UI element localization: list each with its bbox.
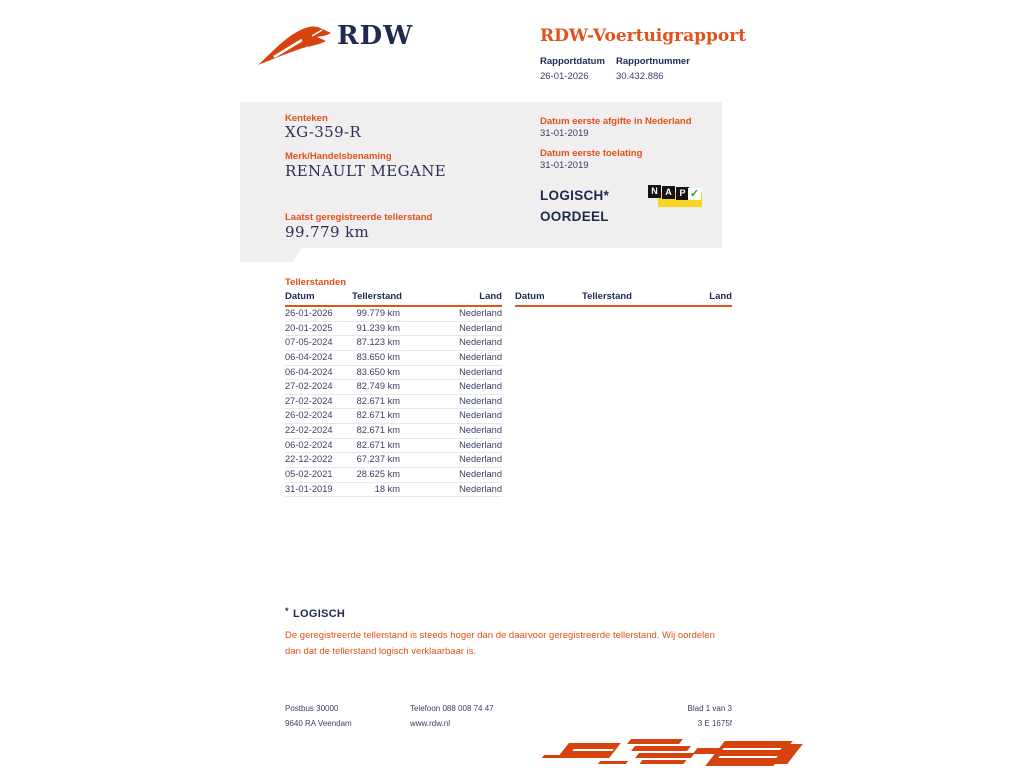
cell-land: Nederland xyxy=(459,366,502,377)
rdw-logo-wordmark: RDW xyxy=(337,21,414,51)
cell-tellerstand: 91.239 km xyxy=(356,322,400,333)
oordeel-line1: LOGISCH* xyxy=(540,188,610,203)
cell-land: Nederland xyxy=(459,381,502,392)
nap-letter-n: N xyxy=(648,185,661,198)
rapportnummer-value: 30.432.886 xyxy=(616,71,664,82)
odometer-table-2 xyxy=(515,291,732,307)
table-row xyxy=(285,409,502,424)
cell-tellerstand: 99.779 km xyxy=(356,308,400,318)
footnote-marker: * xyxy=(285,606,289,616)
rapportdatum-label: Rapportdatum xyxy=(540,56,605,67)
cell-datum: 20-01-2025 xyxy=(285,322,333,333)
cell-tellerstand: 83.650 km xyxy=(356,366,400,377)
footer-address-line2: 9640 RA Veendam xyxy=(285,719,352,728)
cell-land: Nederland xyxy=(459,337,502,348)
nap-logo xyxy=(648,184,702,207)
cell-land: Nederland xyxy=(459,469,502,480)
cell-land: Nederland xyxy=(459,395,502,406)
footnote-text: De geregistreerde tellerstand is steeds hoger dan de daarvoor geregistreerde tellerstand. Wij oordelen dan dat de tellerstand logisch verklaarbaar is. xyxy=(285,630,715,657)
cell-land: Nederland xyxy=(459,439,502,450)
cell-tellerstand: 82.671 km xyxy=(356,410,400,421)
tellerstanden-heading: Tellerstanden xyxy=(285,277,347,288)
report-meta xyxy=(540,56,690,82)
odometer-table-header xyxy=(285,291,502,307)
footer-website: www.rdw.nl xyxy=(410,719,451,728)
footer-graphic xyxy=(543,736,795,768)
footer-form-code: 3 E 1675f xyxy=(697,719,732,728)
table-row xyxy=(285,395,502,410)
vehicle-info-panel xyxy=(240,102,722,248)
logisch-footnote xyxy=(285,604,735,659)
cell-tellerstand: 28.625 km xyxy=(356,469,400,480)
toelating-label: Datum eerste toelating xyxy=(540,148,643,159)
kenteken-label: Kenteken xyxy=(285,113,328,124)
rdw-wing-logo xyxy=(256,20,334,68)
table-row xyxy=(285,468,502,483)
cell-tellerstand: 87.123 km xyxy=(356,337,400,348)
tellerstand-label: Laatst geregistreerde tellerstand xyxy=(285,212,433,223)
tellerstand-value: 99.779 km xyxy=(285,223,370,241)
footer-phone: Telefoon 088 008 74 47 xyxy=(410,704,494,713)
column-datum: Datum xyxy=(515,291,545,302)
oordeel-text xyxy=(540,185,609,227)
footer-contact xyxy=(410,701,494,731)
footer-address-line1: Postbus 30000 xyxy=(285,704,339,713)
afgifte-label: Datum eerste afgifte in Nederland xyxy=(540,116,692,127)
footnote-heading xyxy=(285,604,735,622)
rapportnummer-label: Rapportnummer xyxy=(616,56,690,67)
cell-tellerstand: 83.650 km xyxy=(356,351,400,362)
table-row xyxy=(285,322,502,337)
cell-datum: 22-12-2022 xyxy=(285,454,333,465)
nap-letter-p: P xyxy=(676,187,689,200)
toelating-value: 31-01-2019 xyxy=(540,160,589,171)
merk-label: Merk/Handelsbenaming xyxy=(285,151,392,162)
rapportdatum-value: 26-01-2026 xyxy=(540,71,589,82)
cell-datum: 06-04-2024 xyxy=(285,351,333,362)
cell-tellerstand: 82.749 km xyxy=(356,381,400,392)
nap-letter-a: A xyxy=(662,186,675,199)
column-land: Land xyxy=(479,291,502,302)
footer-page-number: Blad 1 van 3 xyxy=(687,704,732,713)
cell-land: Nederland xyxy=(459,454,502,465)
cell-datum: 26-02-2024 xyxy=(285,410,333,421)
odometer-table xyxy=(285,291,502,497)
cell-land: Nederland xyxy=(459,351,502,362)
column-tellerstand: Tellerstand xyxy=(352,291,402,302)
panel-corner-tab xyxy=(240,248,302,262)
cell-datum: 22-02-2024 xyxy=(285,425,333,436)
report-title: RDW-Voertuigrapport xyxy=(540,26,747,46)
afgifte-value: 31-01-2019 xyxy=(540,128,589,139)
footer-address xyxy=(285,701,352,731)
cell-land: Nederland xyxy=(459,425,502,436)
cell-datum: 05-02-2021 xyxy=(285,469,333,480)
column-datum: Datum xyxy=(285,291,315,302)
cell-datum: 31-01-2019 xyxy=(285,483,333,494)
table-row xyxy=(285,424,502,439)
column-land: Land xyxy=(709,291,732,302)
column-tellerstand: Tellerstand xyxy=(582,291,632,302)
cell-tellerstand: 67.237 km xyxy=(356,454,400,465)
cell-datum: 07-05-2024 xyxy=(285,337,333,348)
table-row xyxy=(285,351,502,366)
table-row xyxy=(285,483,502,498)
cell-datum: 27-02-2024 xyxy=(285,381,333,392)
table-row xyxy=(285,380,502,395)
footnote-title: LOGISCH xyxy=(292,608,346,620)
cell-datum: 26-01-2026 xyxy=(285,308,333,318)
cell-datum: 06-02-2024 xyxy=(285,439,333,450)
check-icon: ✓ xyxy=(689,188,700,200)
table-row xyxy=(285,366,502,381)
table-row xyxy=(285,336,502,351)
cell-datum: 27-02-2024 xyxy=(285,395,333,406)
cell-tellerstand: 18 km xyxy=(374,483,400,494)
merk-value: RENAULT MEGANE xyxy=(285,162,447,180)
cell-tellerstand: 82.671 km xyxy=(356,439,400,450)
cell-land: Nederland xyxy=(459,322,502,333)
odometer-table-2-header xyxy=(515,291,732,307)
cell-land: Nederland xyxy=(459,483,502,494)
table-row xyxy=(285,453,502,468)
cell-datum: 06-04-2024 xyxy=(285,366,333,377)
table-row xyxy=(285,307,502,322)
table-row xyxy=(285,439,502,454)
cell-land: Nederland xyxy=(459,410,502,421)
kenteken-value: XG-359-R xyxy=(285,123,362,141)
cell-tellerstand: 82.671 km xyxy=(356,395,400,406)
oordeel-line2: OORDEEL xyxy=(540,209,609,224)
footer-page-info xyxy=(632,701,732,731)
odometer-table-body xyxy=(285,307,502,497)
cell-tellerstand: 82.671 km xyxy=(356,425,400,436)
cell-land: Nederland xyxy=(459,308,502,318)
